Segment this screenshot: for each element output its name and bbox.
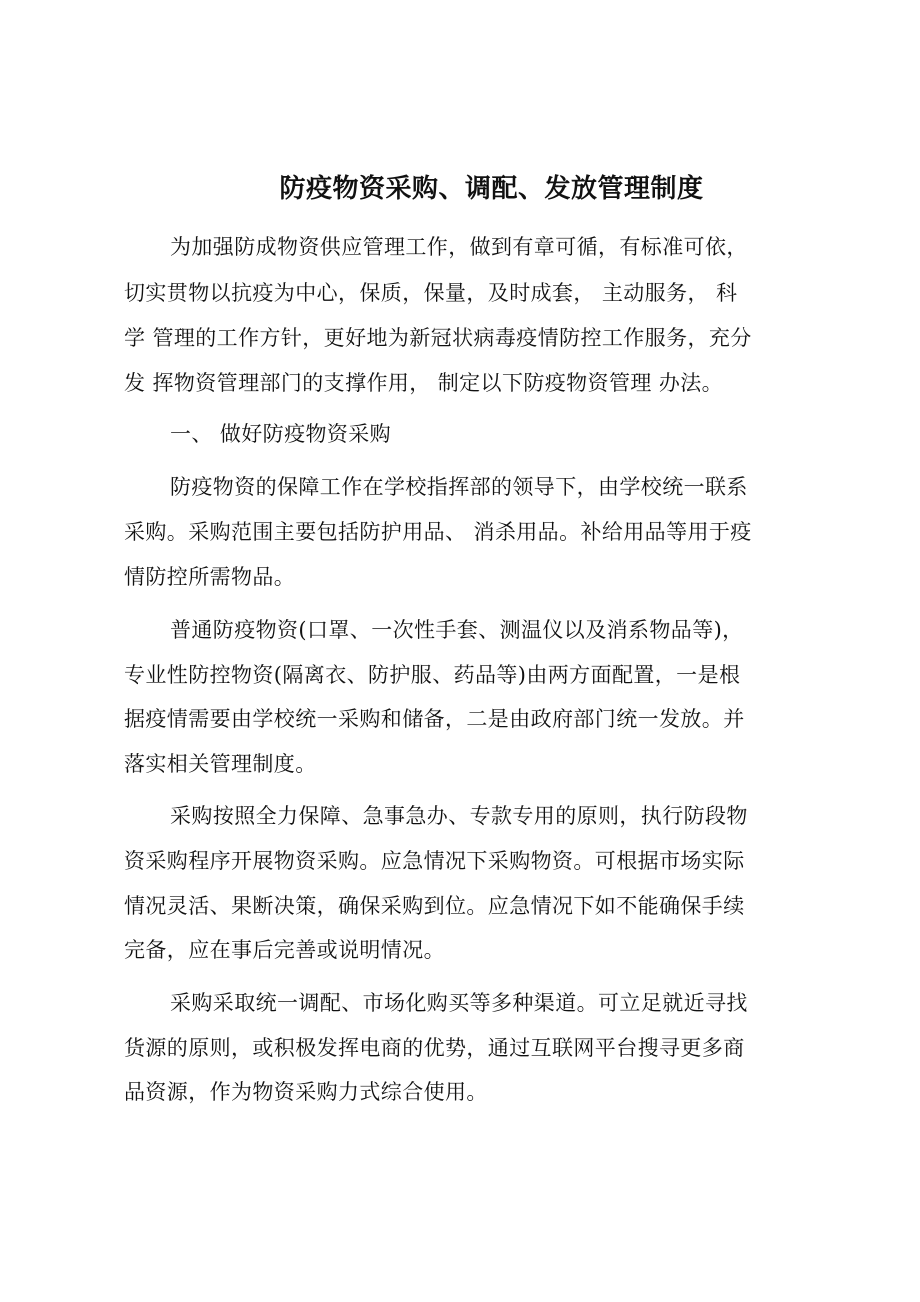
section-1-heading: 一、 做好防疫物资采购 bbox=[170, 422, 392, 446]
paragraph-5-line-2: 货源的原则，或积极发挥电商的优势，通过互联网平台搜寻更多商 bbox=[124, 1036, 745, 1060]
paragraph-4-line-3: 情况灵活、果断决策，确保采购到位。应急情况下如不能确保手续 bbox=[124, 894, 745, 918]
paragraph-2-line-3: 情防控所需物品。 bbox=[124, 565, 296, 589]
paragraph-4-line-4: 完备，应在事后完善或说明情况。 bbox=[124, 938, 445, 962]
paragraph-1-line-3: 学 管理的工作方针，更好地为新冠状病毒疫情防控工作服务，充分 bbox=[124, 326, 752, 350]
paragraph-1-line-4: 发 挥物资管理部门的支撑作用， 制定以下防疫物资管理 办法。 bbox=[124, 371, 724, 395]
paragraph-3-line-1: 普通防疫物资(口罩、一次性手套、测温仪以及消系物品等)， bbox=[170, 618, 744, 642]
document-title: 防疫物资采购、调配、发放管理制度 bbox=[279, 174, 704, 204]
paragraph-3-line-2: 专业性防控物资(隔离衣、防护服、药品等)由两方面配置，一是根 bbox=[124, 663, 741, 687]
paragraph-5-line-3: 品资源，作为物资采购力式综合使用。 bbox=[124, 1080, 488, 1104]
paragraph-4-line-1: 采购按照全力保障、急事急办、专款专用的原则，执行防段物 bbox=[170, 804, 748, 828]
paragraph-2-line-1: 防疫物资的保障工作在学校指挥部的领导下，由学校统一联系 bbox=[170, 475, 748, 499]
paragraph-3-line-3: 据疫情需要由学校统一采购和储备，二是由政府部门统一发放。并 bbox=[124, 707, 745, 731]
paragraph-1-line-2: 切实贯物以抗疫为中心，保质，保量，及时成套， 主动服务， 科 bbox=[124, 281, 738, 305]
paragraph-3-line-4: 落实相关管理制度。 bbox=[124, 752, 317, 776]
paragraph-2-line-2: 采购。采购范围主要包括防护用品、 消杀用品。补给用品等用于疫 bbox=[124, 520, 752, 544]
paragraph-5-line-1: 采购采取统一调配、市场化购买等多种渠道。可立足就近寻找 bbox=[170, 991, 748, 1015]
paragraph-1-line-1: 为加强防成物资供应管理工作，做到有章可循，有标准可依， bbox=[170, 235, 748, 259]
paragraph-4-line-2: 资采购程序开展物资采购。应急情况下采购物资。可根据市场实际 bbox=[124, 849, 745, 873]
